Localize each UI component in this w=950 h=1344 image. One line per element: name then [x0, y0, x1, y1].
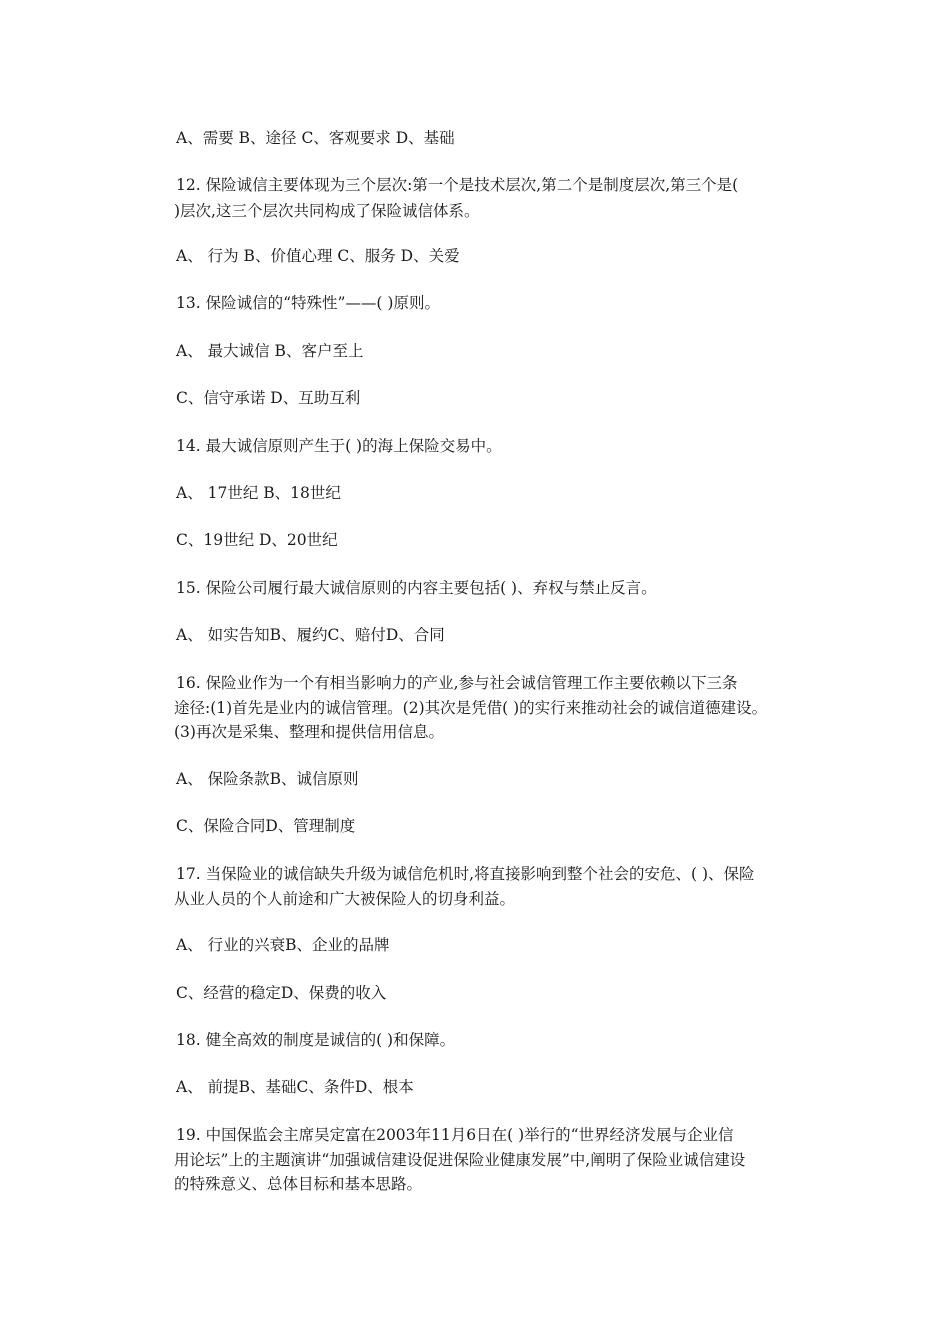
q16-text-line-3: (3)再次是采集、整理和提供信用信息。 [174, 723, 444, 741]
q13-text: 13. 保险诚信的“特殊性”——( )原则。 [176, 294, 440, 312]
q13-options-line-2: C、信守承诺 D、互助互利 [176, 389, 361, 407]
q16-text-line-2: 途径:(1)首先是业内的诚信管理。(2)其次是凭借( )的实行来推动社会的诚信道德建设。 [174, 699, 768, 717]
q17-options-line-1: A、 行业的兴衰B、企业的品牌 [176, 936, 390, 954]
q13-options-line-1: A、 最大诚信 B、客户至上 [176, 342, 364, 360]
q18-options: A、 前提B、基础C、条件D、根本 [176, 1078, 414, 1096]
q19-text-line-3: 的特殊意义、总体目标和基本思路。 [174, 1175, 423, 1193]
q14-text: 14. 最大诚信原则产生于( )的海上保险交易中。 [176, 437, 502, 455]
q19-text-line-2: 用论坛”上的主题演讲“加强诚信建设促进保险业健康发展”中,阐明了保险业诚信建设 [174, 1151, 746, 1169]
q15-options: A、 如实告知B、履约C、赔付D、合同 [176, 626, 445, 644]
q16-text-line-1: 16. 保险业作为一个有相当影响力的产业,参与社会诚信管理工作主要依赖以下三条 [176, 674, 738, 692]
q19-text-line-1: 19. 中国保监会主席吴定富在2003年11月6日在( )举行的“世界经济发展与企业信 [176, 1126, 734, 1144]
q18-text: 18. 健全高效的制度是诚信的( )和保障。 [176, 1031, 456, 1049]
q12-options: A、 行为 B、价值心理 C、服务 D、关爱 [176, 247, 460, 265]
q16-options-line-1: A、 保险条款B、诚信原则 [176, 770, 359, 788]
q17-text-line-2: 从业人员的个人前途和广大被保险人的切身利益。 [174, 890, 516, 908]
q12-text-line-2: )层次,这三个层次共同构成了保险诚信体系。 [174, 202, 480, 220]
q14-options-line-1: A、 17世纪 B、18世纪 [176, 484, 341, 502]
q16-options-line-2: C、保险合同D、管理制度 [176, 817, 356, 835]
q14-options-line-2: C、19世纪 D、20世纪 [176, 531, 338, 549]
q15-text: 15. 保险公司履行最大诚信原则的内容主要包括( )、弃权与禁止反言。 [176, 579, 657, 597]
q17-options-line-2: C、经营的稳定D、保费的收入 [176, 984, 387, 1002]
q12-text-line-1: 12. 保险诚信主要体现为三个层次:第一个是技术层次,第二个是制度层次,第三个是( [176, 176, 739, 194]
q11-options: A、需要 B、途径 C、客观要求 D、基础 [176, 129, 455, 147]
q17-text-line-1: 17. 当保险业的诚信缺失升级为诚信危机时,将直接影响到整个社会的安危、( )、保险 [176, 865, 755, 883]
